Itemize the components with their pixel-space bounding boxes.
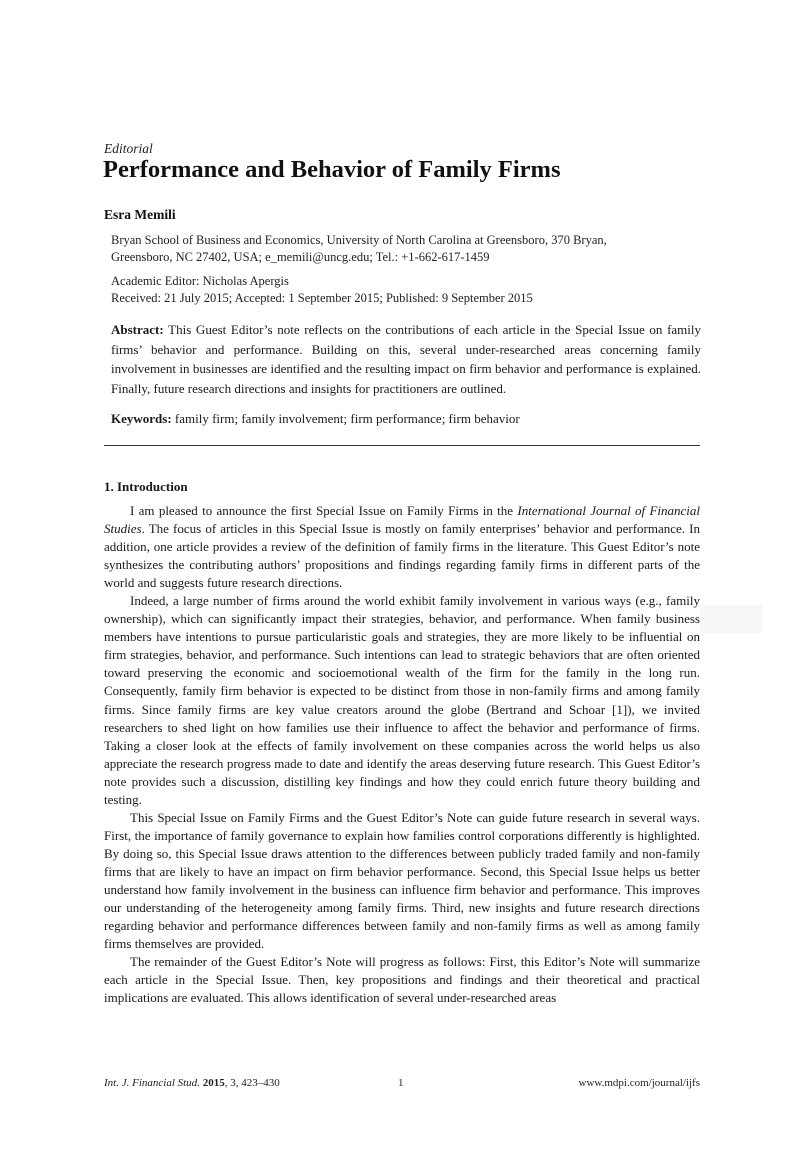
paper-title: Performance and Behavior of Family Firms [103, 156, 561, 183]
abstract-text: This Guest Editor’s note reflects on the contributions of each article in the Special Issue on family firms’ behavior and performance. Building on this, several under-researched areas concerning family involvement in businesses are identified and the resulting impact on firm behavior and performance is explained. Finally, future research directions and insights for practitioners are outlined. [111, 322, 702, 396]
paragraph: Indeed, a large number of firms around the world exhibit family involvement in various ways (e.g., family ownership), which can significantly impact their strategies, behavior, and performance. When family business members have intentions to pursue particularistic goals and strategies, they are more likely to be influential on firm strategies, behavior, and performance. Such intentions can lead to strategic behaviors that are often oriented toward preserving the economic and socioemotional wealth of the firm for the family in the long run. Consequently, family firm behavior is expected to be distinct from those in non-family firms and among family firms. Since family firms are key value creators around the globe (Bertrand and Schoar [1]), we invited researchers to shed light on how families use their influence to affect the behavior and performance of firms. Taking a closer look at the effects of family involvement on these companies across the world helps us also appreciate the research progress made to date and identify the areas deserving future research. This Guest Editor’s note provides such a discussion, distilling key findings and how they could enrich future theory building and testing. [104, 593, 700, 807]
affiliation-line: Greensboro, NC 27402, USA; e_memili@uncg.edu; Tel.: +1-662-617-1459 [111, 250, 490, 264]
author-affiliation [111, 232, 711, 266]
publication-dates: Received: 21 July 2015; Accepted: 1 September 2015; Published: 9 September 2015 [111, 291, 533, 305]
keywords [111, 409, 701, 428]
keywords-text: family firm; family involvement; firm performance; firm behavior [174, 411, 520, 426]
author-name: Esra Memili [104, 207, 176, 222]
paragraph: The remainder of the Guest Editor’s Note will progress as follows: First, this Editor’s Note will summarize each article in the Special Issue. Then, key propositions and findings and their theoretical and practical implications are evaluated. This allows identification of several under-researched areas [104, 954, 700, 1006]
academic-editor: Academic Editor: Nicholas Apergis [111, 274, 289, 288]
article-type: Editorial [104, 141, 153, 156]
paragraph: This Special Issue on Family Firms and the Guest Editor’s Note can guide future research in several ways. First, the importance of family governance to explain how families control corporations differently is highlighted. By doing so, this Special Issue draws attention to the differences between publicly traded family and non-family firms that are likely to have an impact on firm behavior performance. Second, this Special Issue helps us better understand how family involvement in the business can influence firm behavior and performance. This improves our understanding of the heterogeneity among family firms. Third, new insights and future research directions regarding behavior and performance differences between family and non-family firms as well as among family firms themselves are provided. [104, 809, 700, 952]
page-footer [104, 1077, 700, 1093]
faint-highlight [700, 605, 762, 633]
journal-citation: Int. J. Financial Stud. 2015, 3, 423–430 [104, 1077, 280, 1089]
section-heading: 1. Introduction [104, 479, 188, 494]
paragraph: I am pleased to announce the first Special Issue on Family Firms in the International Journal of Financial Studies. The focus of articles in this Special Issue is mostly on family enterprises’ behavior and performance. In addition, one article provides a review of the definition of family firms in the literature. This Guest Editor’s note synthesizes the contributing authors’ propositions and findings regarding family firms in different parts of the world and suggests future research directions. [104, 503, 700, 591]
journal-name: International Journal of Financial Studies [104, 503, 700, 537]
editorial-info [111, 273, 711, 307]
abstract-label: Abstract: [111, 322, 164, 337]
page-number: 1 [398, 1077, 404, 1089]
affiliation-line: Bryan School of Business and Economics, University of North Carolina at Greensboro, 370 Bryan, [111, 233, 607, 247]
divider [104, 445, 700, 446]
keywords-label: Keywords: [111, 411, 172, 426]
abstract [111, 320, 701, 398]
journal-url[interactable]: www.mdpi.com/journal/ijfs [578, 1077, 700, 1089]
body-text [104, 502, 700, 1007]
